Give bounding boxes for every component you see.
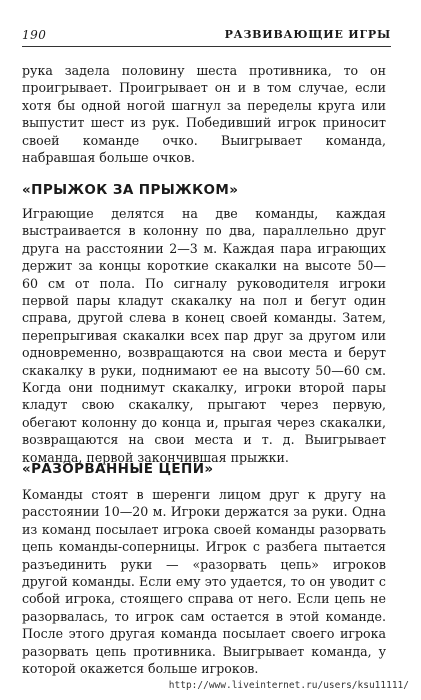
page-header xyxy=(22,28,391,44)
watermark-url: http://www.liveinternet.ru/users/ksu11111/ xyxy=(168,680,409,691)
intro-paragraph: рука задела половину шеста противника, то он проигрывает. Проигрывает он и в том случае, если хотя бы одной ногой шагнул за переделы круга или выпустит шест из рук. Победивший игрок приносит своей команде очко. Выигрывает команда, набравшая больше очков. xyxy=(22,63,386,166)
running-title: РАЗВИВАЮЩИЕ ИГРЫ xyxy=(224,28,391,41)
page-number: 190 xyxy=(22,28,47,42)
section-body-broken-chains: Команды стоят в шеренги лицом друг к другу на расстоянии 10—20 м. Игроки держатся за руки. Одна из команд посылает игрока своей команды разорвать цепь команды-соперницы. Игрок с разбега пытается разъединить руки — «разорвать цепь» игроков другой команды. Если ему это удается, то он уводит с собой игрока, стоящего справа от него. Если цепь не разорвалась, то игрок сам остается в этой команде. После этого другая команда посылает своего игрока разорвать цепь противника. Выигрывает команда, у которой окажется больше игроков. xyxy=(22,487,386,677)
section-title-jump: «ПРЫЖОК ЗА ПРЫЖКОМ» xyxy=(22,182,239,198)
header-divider xyxy=(22,46,391,47)
section-body-jump: Играющие делятся на две команды, каждая выстраивается в колонну по два, параллельно друг друга на расстоянии 2—3 м. Каждая пара играющих держит за концы короткие скакалки на высоте 50—60 см от пола. По сигналу руководителя игроки первой пары кладут скакалку на пол и бегут один справа, другой слева в конец своей команды. Затем, перепрыгивая скакалки всех пар друг за другом или одновременно, возвращаются на свои места и берут скакалку в руки, поднимают ее на высоту 50—60 см. Когда они поднимут скакалку, игроки второй пары кладут свою скакалку, прыгают через первую, обегают колонну до конца и, прыгая через скакалки, возвращаются на свои места и т. д. Выигрывает команда, первой закончившая прыжки. xyxy=(22,206,386,465)
section-title-broken-chains: «РАЗОРВАННЫЕ ЦЕПИ» xyxy=(22,461,214,477)
